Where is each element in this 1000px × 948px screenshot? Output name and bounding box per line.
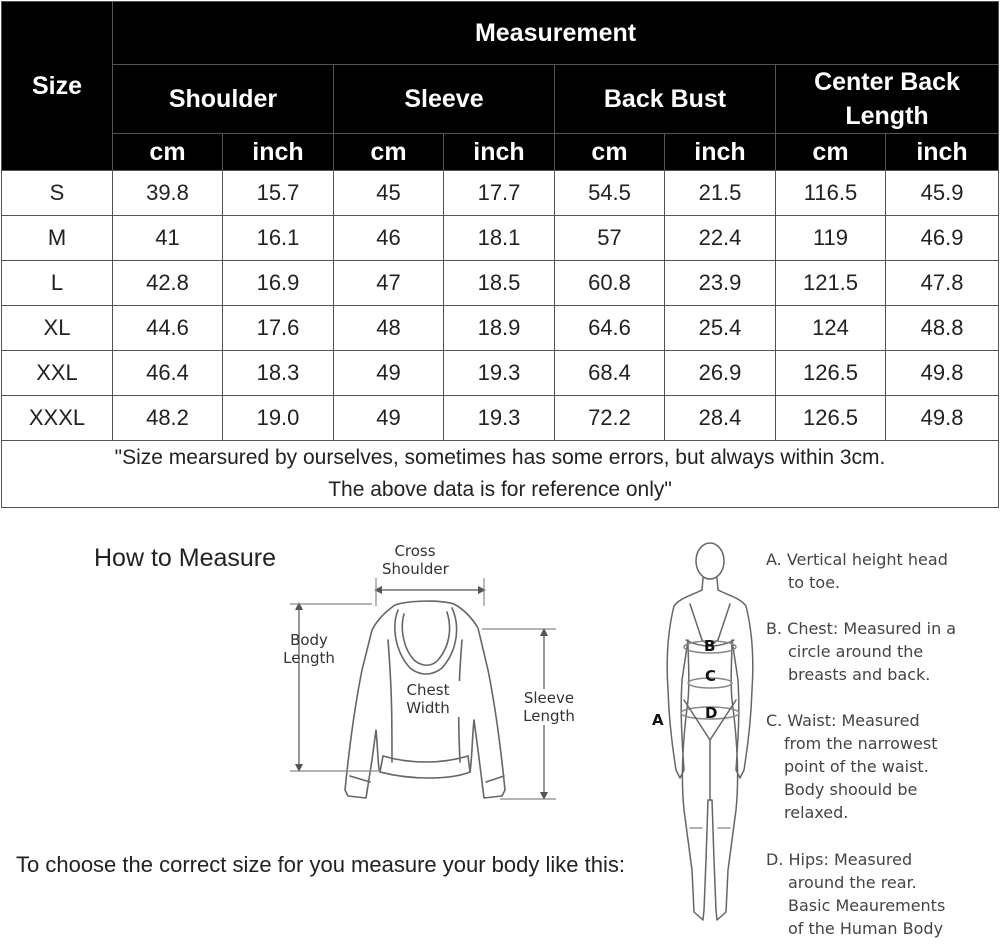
measurement-cell: 19.3 [444, 351, 555, 396]
measurement-cell: 17.7 [444, 171, 555, 216]
measurement-cell: 49.8 [886, 396, 999, 441]
measurement-cell: 121.5 [776, 261, 886, 306]
measurement-cell: 47.8 [886, 261, 999, 306]
measurement-cell: 39.8 [113, 171, 223, 216]
how-to-measure-title: How to Measure [94, 544, 277, 572]
measurement-cell: 48.2 [113, 396, 223, 441]
measurement-cell: 19.3 [444, 396, 555, 441]
measurement-cell: 49 [334, 351, 444, 396]
measurement-cell: 18.1 [444, 216, 555, 261]
legend-item-a: A. Vertical height head to toe. [766, 550, 948, 592]
measurement-cell: 22.4 [665, 216, 776, 261]
size-cell: L [2, 261, 113, 306]
unit-header: cm [555, 134, 665, 171]
unit-header: cm [334, 134, 444, 171]
back-bust-header: Back Bust [555, 65, 776, 134]
measurement-cell: 116.5 [776, 171, 886, 216]
unit-header: cm [113, 134, 223, 171]
note-line-1: "Size mearsured by ourselves, sometimes has some errors, but always within 3cm. [114, 446, 886, 469]
note-line-2: The above data is for reference only" [328, 478, 672, 501]
size-cell: XL [2, 306, 113, 351]
measurement-cell: 18.5 [444, 261, 555, 306]
measurement-cell: 18.9 [444, 306, 555, 351]
measurement-cell: 54.5 [555, 171, 665, 216]
measurement-cell: 17.6 [223, 306, 334, 351]
measurement-cell: 47 [334, 261, 444, 306]
measurement-cell: 45 [334, 171, 444, 216]
measurement-cell: 21.5 [665, 171, 776, 216]
unit-header: inch [886, 134, 999, 171]
size-cell: M [2, 216, 113, 261]
body-letter-a: A [652, 711, 664, 729]
measurement-cell: 46.9 [886, 216, 999, 261]
measurement-cell: 45.9 [886, 171, 999, 216]
measurement-cell: 124 [776, 306, 886, 351]
size-header: Size [2, 2, 113, 171]
shoulder-header: Shoulder [113, 65, 334, 134]
chest-width-label: Chest Width [395, 681, 461, 717]
measurement-cell: 126.5 [776, 351, 886, 396]
body-letter-d: D [705, 704, 718, 722]
measurement-cell: 41 [113, 216, 223, 261]
measurement-cell: 49 [334, 396, 444, 441]
measurement-cell: 57 [555, 216, 665, 261]
sleeve-length-label: Sleeve Length [516, 689, 582, 725]
measurement-cell: 25.4 [665, 306, 776, 351]
measurement-cell: 72.2 [555, 396, 665, 441]
measurement-cell: 26.9 [665, 351, 776, 396]
choose-size-instruction: To choose the correct size for you measure your body like this: [16, 852, 625, 877]
legend-item-d: D. Hips: Measured around the rear. Basic Meaurements of the Human Body [766, 850, 946, 938]
human-body-icon [667, 543, 753, 920]
sleeve-header: Sleeve [334, 65, 555, 134]
measurement-cell: 46.4 [113, 351, 223, 396]
measurement-cell: 46 [334, 216, 444, 261]
measurement-cell: 44.6 [113, 306, 223, 351]
center-back-length-header: Center Back Length [776, 65, 999, 134]
unit-header: inch [444, 134, 555, 171]
measurement-cell: 18.3 [223, 351, 334, 396]
size-cell: S [2, 171, 113, 216]
measurement-cell: 23.9 [665, 261, 776, 306]
measurement-cell: 64.6 [555, 306, 665, 351]
measurement-cell: 119 [776, 216, 886, 261]
measurement-header: Measurement [113, 2, 999, 65]
measurement-cell: 48.8 [886, 306, 999, 351]
unit-header: inch [665, 134, 776, 171]
size-cell: XXXL [2, 396, 113, 441]
measurement-cell: 28.4 [665, 396, 776, 441]
body-letter-b: B [704, 637, 716, 655]
body-letter-c: C [705, 667, 717, 685]
legend-item-c: C. Waist: Measured from the narrowest point of the waist. Body shoould be relaxed. [766, 711, 938, 822]
measurement-cell: 49.8 [886, 351, 999, 396]
measurement-cell: 16.1 [223, 216, 334, 261]
cross-shoulder-label: Cross Shoulder [382, 542, 449, 578]
measurement-cell: 48 [334, 306, 444, 351]
measurement-cell: 15.7 [223, 171, 334, 216]
body-length-label: Body Length [283, 631, 335, 667]
legend-item-b: B. Chest: Measured in a circle around the breasts and back. [766, 619, 957, 684]
size-cell: XXL [2, 351, 113, 396]
unit-header: cm [776, 134, 886, 171]
measurement-cell: 126.5 [776, 396, 886, 441]
measurement-cell: 60.8 [555, 261, 665, 306]
measurement-cell: 16.9 [223, 261, 334, 306]
measurement-cell: 19.0 [223, 396, 334, 441]
measurement-cell: 42.8 [113, 261, 223, 306]
unit-header: inch [223, 134, 334, 171]
measurement-cell: 68.4 [555, 351, 665, 396]
